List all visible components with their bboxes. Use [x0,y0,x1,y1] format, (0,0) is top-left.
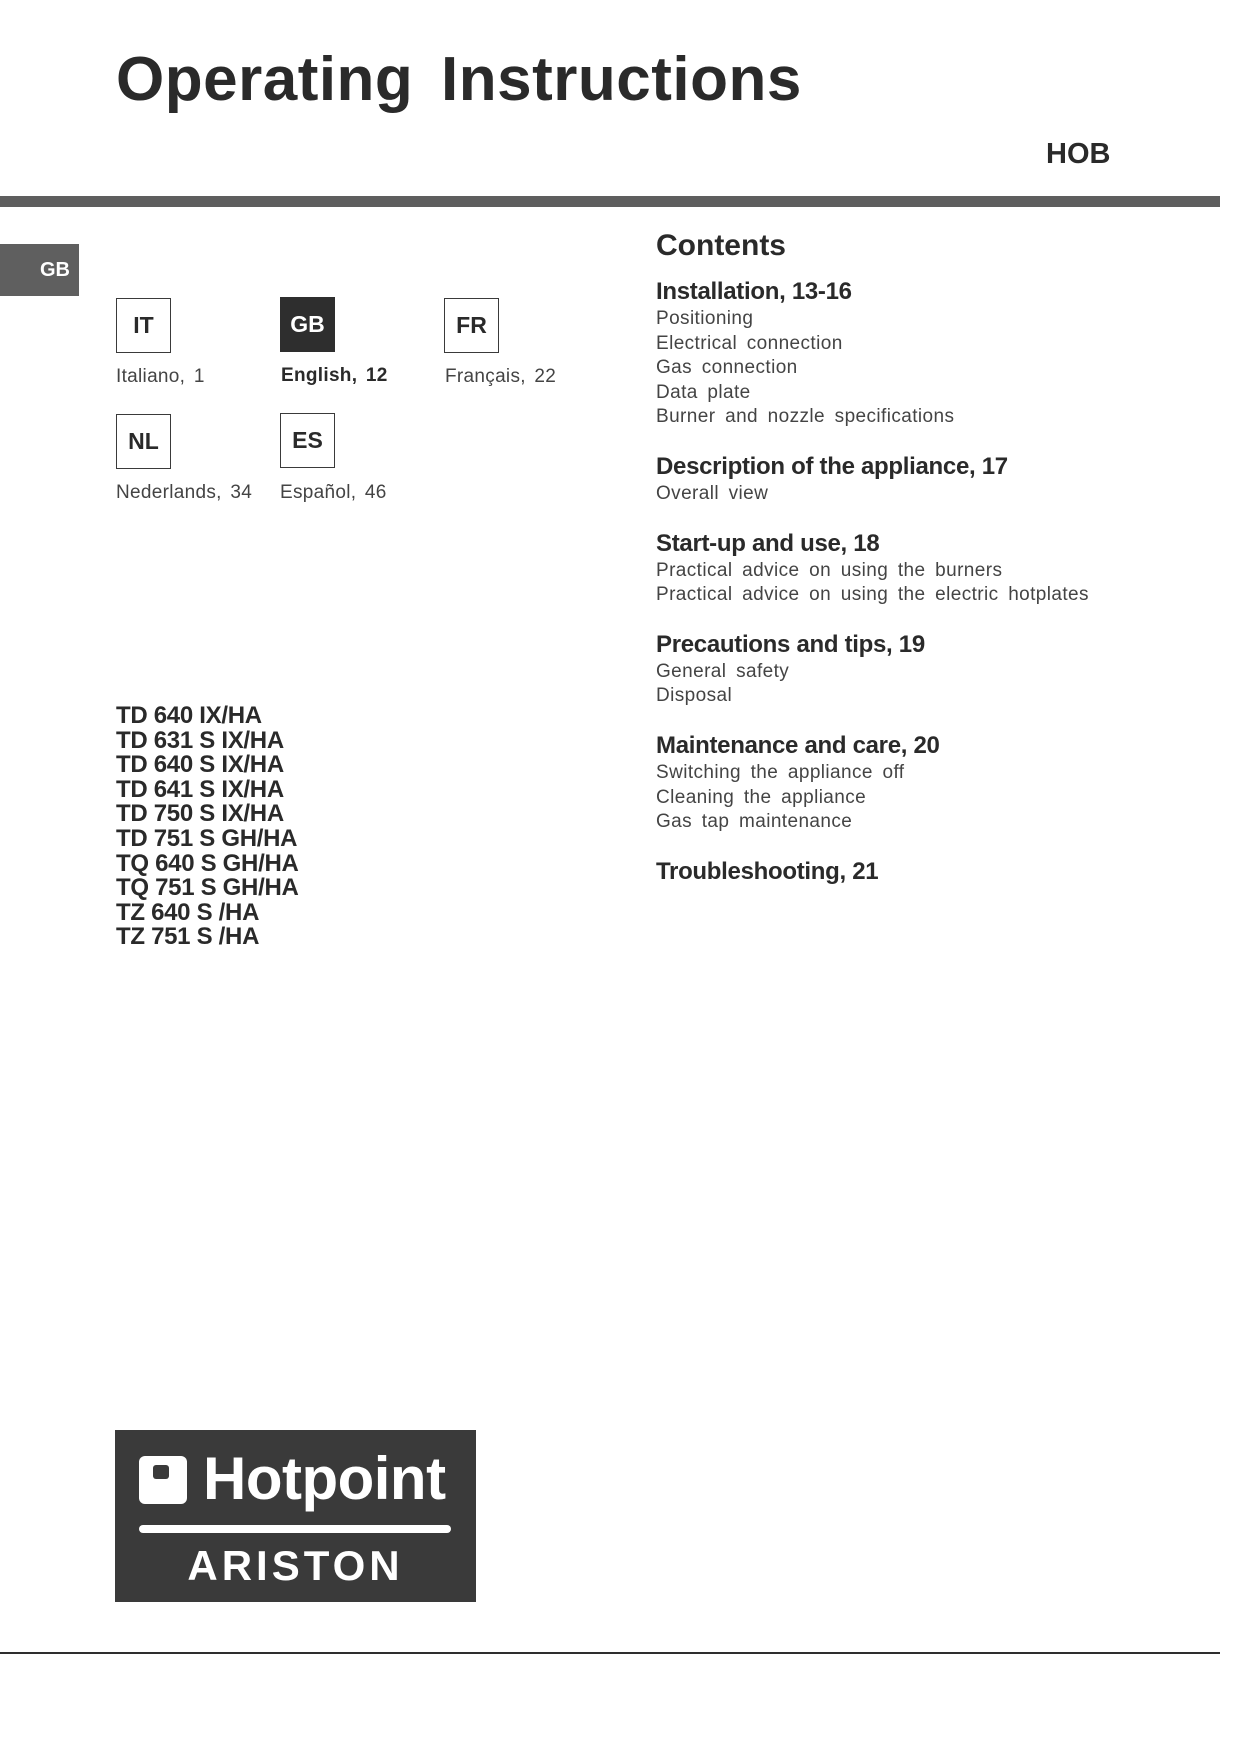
model-item: TQ 640 S GH/HA [116,849,299,877]
section-item[interactable]: Disposal [656,685,733,707]
model-item: TD 640 IX/HA [116,702,262,729]
model-list [116,704,299,950]
language-side-tab: GB [0,244,79,296]
header-divider [0,196,1220,207]
section-item[interactable]: Electrical connection [656,332,843,354]
contents-section-precautions [656,630,1216,709]
section-item[interactable]: Data plate [656,381,751,403]
lang-label-nl[interactable]: Nederlands, 34 [116,482,253,503]
section-heading[interactable]: Precautions and tips, 19 [656,630,925,658]
model-item: TD 640 S IX/HA [116,751,284,779]
section-item[interactable]: General safety [656,660,790,682]
section-item[interactable]: Gas tap maintenance [656,811,853,833]
model-item: TQ 751 S GH/HA [116,874,299,902]
model-item: TZ 640 S /HA [116,898,260,926]
section-item[interactable]: Burner and nozzle specifications [656,406,955,428]
contents-section-installation [656,277,1216,430]
lang-box-fr[interactable]: FR [444,298,499,353]
product-type: HOB [1046,138,1111,170]
section-item[interactable]: Positioning [656,308,754,329]
document-title: Operating Instructions [116,45,802,114]
model-item: TZ 751 S /HA [116,923,260,951]
section-heading[interactable]: Start-up and use, 18 [656,529,880,557]
brand-wordmark: Hotpoint [203,1445,446,1512]
model-item: TD 751 S GH/HA [116,824,298,852]
brand-mark-icon [139,1456,187,1504]
brand-mark-dot [153,1465,169,1479]
model-item: TD 641 S IX/HA [116,775,284,803]
lang-box-es[interactable]: ES [280,413,335,468]
lang-box-it[interactable]: IT [116,298,171,353]
lang-box-gb[interactable]: GB [280,297,335,352]
model-item: TD 750 S IX/HA [116,800,284,828]
section-item[interactable]: Switching the appliance off [656,761,905,783]
table-of-contents [656,229,1216,909]
contents-title: Contents [656,229,786,262]
section-item[interactable]: Overall view [656,482,769,504]
contents-section-description [656,452,1216,507]
section-item[interactable]: Gas connection [656,357,798,379]
brand-subwordmark: ARISTON [187,1542,404,1589]
section-heading[interactable]: Maintenance and care, 20 [656,731,940,759]
lang-label-gb[interactable]: English, 12 [281,365,388,386]
contents-section-troubleshooting [656,857,1216,887]
contents-section-startup [656,529,1216,608]
lang-label-it[interactable]: Italiano, 1 [116,366,205,387]
section-item[interactable]: Practical advice on using the electric hotplates [656,584,1089,606]
section-item[interactable]: Cleaning the appliance [656,786,867,808]
brand-divider [139,1525,451,1533]
lang-label-es[interactable]: Español, 46 [280,482,387,503]
model-item: TD 631 S IX/HA [116,726,284,754]
brand-logo [115,1430,476,1602]
contents-section-maintenance [656,731,1216,835]
lang-label-fr[interactable]: Français, 22 [445,366,557,387]
section-heading[interactable]: Troubleshooting, 21 [656,857,879,885]
section-heading[interactable]: Description of the appliance, 17 [656,452,1008,480]
lang-box-nl[interactable]: NL [116,414,171,469]
section-item[interactable]: Practical advice on using the burners [656,559,1003,581]
footer-divider [0,1652,1220,1654]
section-heading[interactable]: Installation, 13-16 [656,278,852,305]
